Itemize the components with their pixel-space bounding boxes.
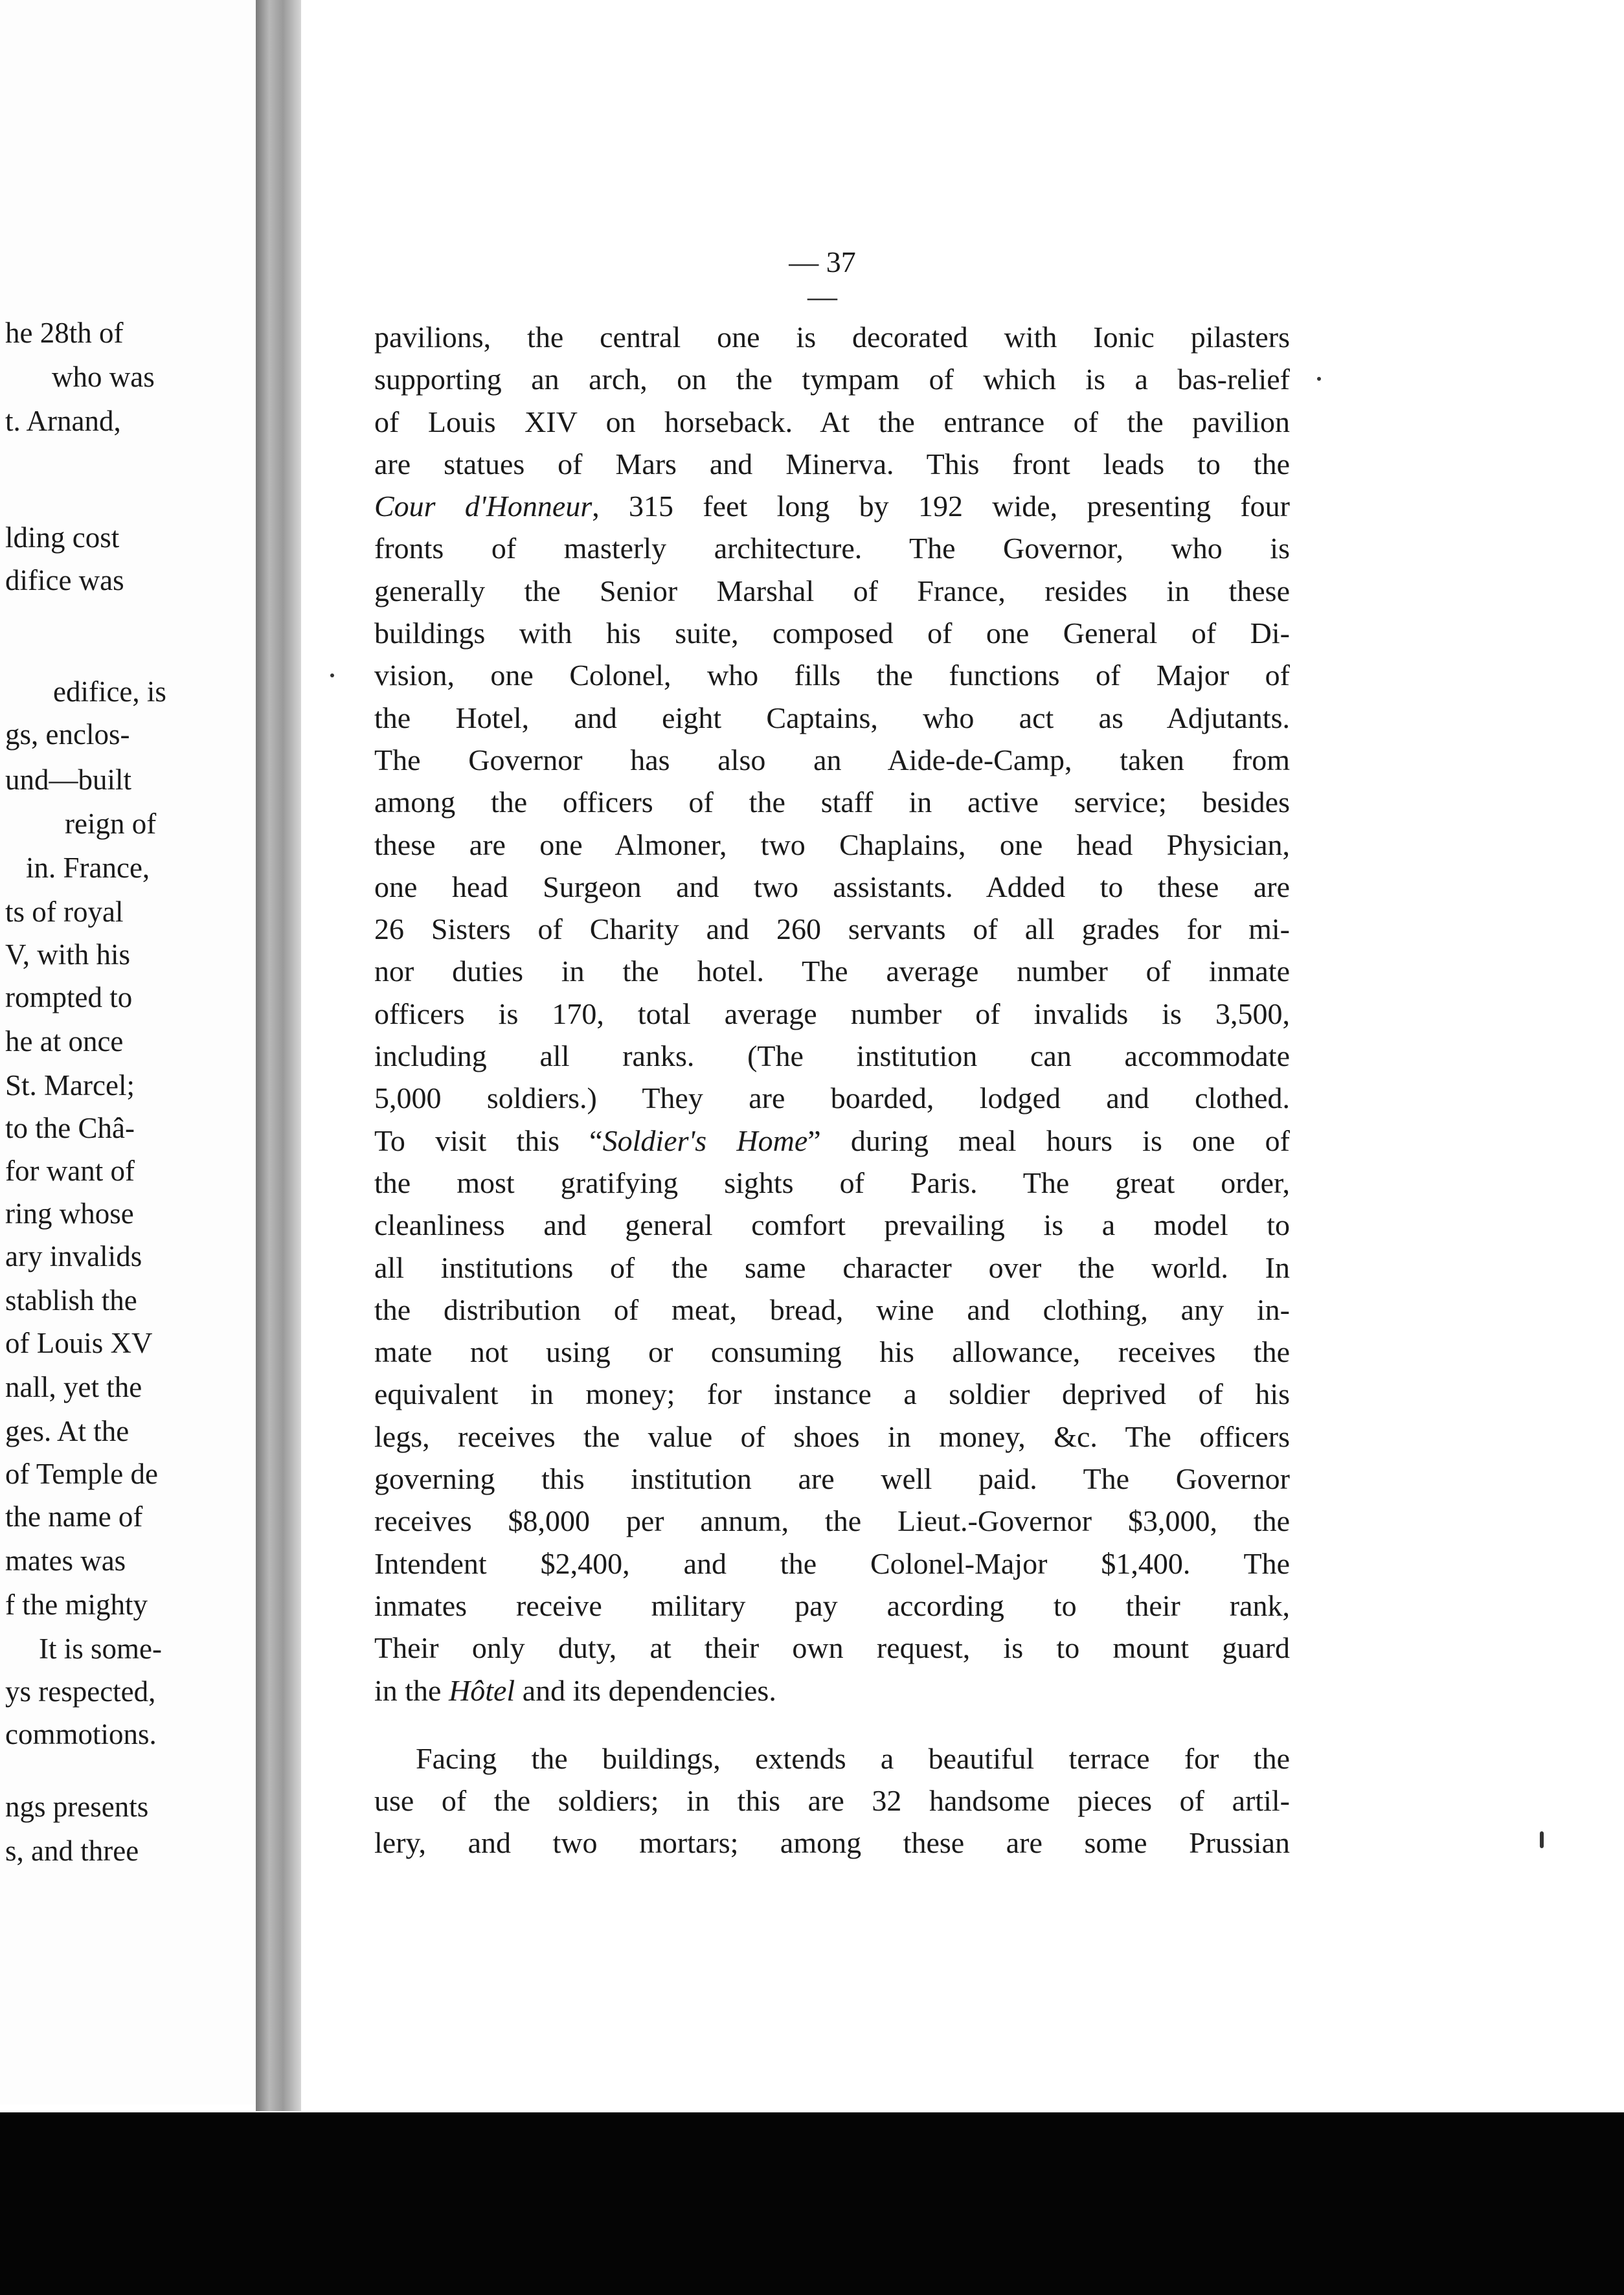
- left-line: difice was: [5, 564, 124, 596]
- left-line: St. Marcel;: [5, 1069, 135, 1102]
- left-line: ring whose: [5, 1197, 134, 1230]
- text-line: pavilions, the central one is decorated with Ionic pilasters: [374, 321, 1290, 354]
- text-line: To visit this “Soldier's Home” during meal hours is one of: [374, 1124, 1290, 1157]
- body-text: [374, 316, 1290, 1864]
- scan-speck: [1317, 377, 1321, 381]
- text-line: are statues of Mars and Minerva. This front leads to the: [374, 447, 1290, 480]
- text-line: Their only duty, at their own request, is to mount guard: [374, 1631, 1290, 1665]
- left-line: of Louis XV: [5, 1327, 153, 1359]
- left-line: he at once: [5, 1025, 124, 1057]
- left-line: commotions.: [5, 1718, 157, 1750]
- text-line: mate not using or consuming his allowance, receives the: [374, 1335, 1290, 1369]
- text-line: buildings with his suite, composed of one General of Di-: [374, 616, 1290, 650]
- left-line: reign of: [65, 808, 157, 840]
- soldiers-home-italic: Soldier's Home: [602, 1124, 808, 1157]
- left-line: und—built: [5, 763, 132, 796]
- left-line: V, with his: [5, 938, 130, 971]
- text-line: equivalent in money; for instance a soldier deprived of his: [374, 1377, 1290, 1411]
- left-line: of Temple de: [5, 1458, 158, 1490]
- left-line: who was: [52, 361, 155, 393]
- left-line: s, and three: [5, 1835, 139, 1867]
- text-line: inmates receive military pay according to their rank,: [374, 1588, 1290, 1622]
- left-line: ngs presents: [5, 1791, 149, 1823]
- text-line: generally the Senior Marshal of France, resides in these: [374, 574, 1290, 607]
- text-line: of Louis XIV on horseback. At the entrance of the pavilion: [374, 405, 1290, 438]
- text-line: the Hotel, and eight Captains, who act as Adjutants.: [374, 701, 1290, 734]
- text-line: among the officers of the staff in active service; besides: [374, 786, 1290, 819]
- hotel-italic: Hôtel: [448, 1673, 515, 1707]
- paragraph: [374, 1737, 1290, 1864]
- left-line: to the Châ-: [5, 1112, 135, 1144]
- text-line: the most gratifying sights of Paris. The great order,: [374, 1166, 1290, 1199]
- left-line: rompted to: [5, 981, 133, 1013]
- left-page-fragment: [0, 0, 256, 2105]
- text-line: cleanliness and general comfort prevailing is a model to: [374, 1208, 1290, 1242]
- text-line: legs, receives the value of shoes in money, &c. The officers: [374, 1419, 1290, 1453]
- left-line: It is some-: [39, 1633, 162, 1665]
- left-line: mates was: [5, 1544, 126, 1577]
- text-line: 5,000 soldiers.) They are boarded, lodged and clothed.: [374, 1081, 1290, 1115]
- text-line: vision, one Colonel, who fills the functions of Major of: [374, 659, 1290, 692]
- text-line: Intendent $2,400, and the Colonel-Major $1,400. The: [374, 1546, 1290, 1580]
- book-gutter-shadow: [256, 0, 301, 2111]
- text-line: use of the soldiers; in this are 32 handsome pieces of artil-: [374, 1784, 1290, 1818]
- text-line: The Governor has also an Aide-de-Camp, taken from: [374, 743, 1290, 776]
- left-line: ys respected,: [5, 1675, 156, 1708]
- page-number: — 37 —: [789, 245, 856, 313]
- text-line: fronts of masterly architecture. The Governor, who is: [374, 532, 1290, 565]
- text-line: nor duties in the hotel. The average number of inmate: [374, 955, 1290, 988]
- left-line: gs, enclos-: [5, 718, 130, 751]
- scan-bottom-edge: [0, 2112, 1624, 2295]
- paragraph: [374, 316, 1290, 1712]
- left-line: in. France,: [26, 852, 150, 884]
- text-line: receives $8,000 per annum, the Lieut.-Governor $3,000, the: [374, 1504, 1290, 1538]
- left-line: for want of: [5, 1155, 135, 1187]
- text-line: these are one Almoner, two Chaplains, one head Physician,: [374, 828, 1290, 861]
- text-line: 26 Sisters of Charity and 260 servants of all grades for mi-: [374, 912, 1290, 946]
- left-line: f the mighty: [5, 1588, 148, 1621]
- cour-d-honneur-italic: Cour d'Honneur: [374, 490, 592, 523]
- text-line: governing this institution are well paid. The Governor: [374, 1462, 1290, 1496]
- left-line: t. Arnand,: [5, 405, 121, 437]
- text-line: the distribution of meat, bread, wine and clothing, any in-: [374, 1293, 1290, 1326]
- left-line: edifice, is: [53, 675, 166, 708]
- text-line: in the Hôtel and its dependencies.: [374, 1673, 776, 1707]
- scan-speck: [1540, 1831, 1544, 1848]
- left-line: the name of: [5, 1500, 143, 1533]
- left-line: ary invalids: [5, 1240, 142, 1272]
- left-line: lding cost: [5, 521, 120, 554]
- left-line: nall, yet the: [5, 1371, 142, 1403]
- text-line: Facing the buildings, extends a beautiful terrace for the: [416, 1741, 1290, 1775]
- text-line: all institutions of the same character over the world. In: [374, 1250, 1290, 1284]
- text-line: Cour d'Honneur, 315 feet long by 192 wide, presenting four: [374, 490, 1290, 523]
- text-line: one head Surgeon and two assistants. Added to these are: [374, 870, 1290, 903]
- text-line: including all ranks. (The institution can accommodate: [374, 1039, 1290, 1073]
- scan-speck: [330, 673, 334, 677]
- left-line: ges. At the: [5, 1415, 130, 1447]
- left-line: stablish the: [5, 1284, 137, 1317]
- left-line: he 28th of: [5, 317, 124, 349]
- text-line: lery, and two mortars; among these are some Prussian: [374, 1826, 1290, 1860]
- left-line: ts of royal: [5, 896, 124, 928]
- text-line: supporting an arch, on the tympam of which is a bas-relief: [374, 363, 1290, 396]
- text-line: officers is 170, total average number of invalids is 3,500,: [374, 997, 1290, 1030]
